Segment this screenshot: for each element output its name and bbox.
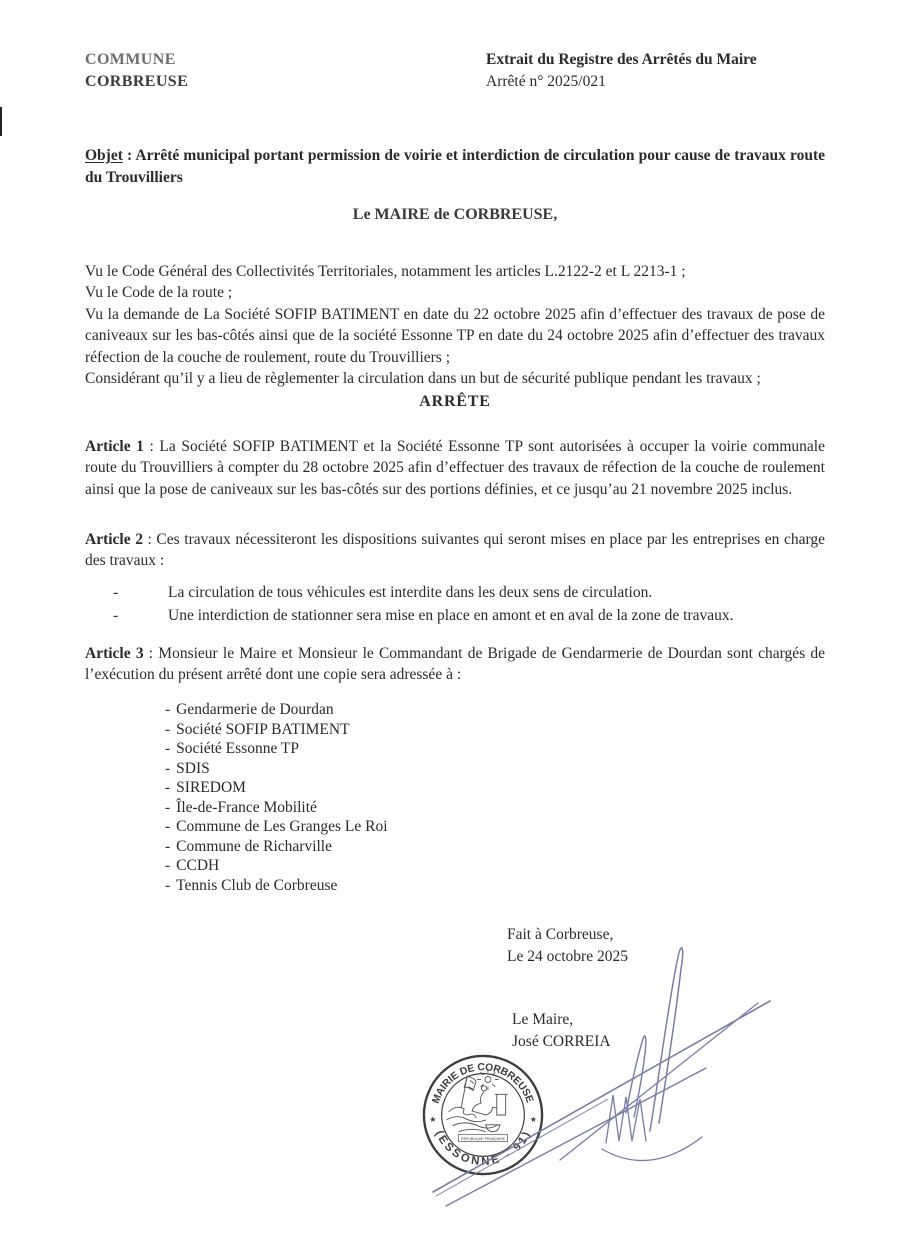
objet-line: [85, 145, 825, 189]
list-item: [165, 837, 388, 857]
list-item: [165, 778, 388, 798]
recipient-name: Île-de-France Mobilité: [176, 798, 317, 816]
stamp-star-right-icon: ★: [529, 1114, 537, 1124]
recipient-name: Société SOFIP BATIMENT: [176, 720, 350, 738]
signer-name: José CORREIA: [512, 1033, 611, 1050]
considerant-line: Vu le Code Général des Collectivités Territoriales, notamment les articles L.2122-2 et L 2213-1 ;: [85, 263, 686, 280]
list-item: [165, 720, 388, 740]
bullet-dash: -: [113, 606, 119, 624]
list-item: [165, 700, 388, 720]
recipient-name: CCDH: [176, 857, 220, 874]
article-3-label: Article 3: [85, 645, 144, 662]
list-dash: -: [165, 857, 171, 874]
recipients-list: [165, 700, 388, 895]
closing-place: Fait à Corbreuse,: [507, 926, 614, 943]
bullet-dash: -: [113, 584, 119, 601]
registre-title: Extrait du Registre des Arrêtés du Maire: [486, 51, 757, 68]
salutation: Le MAIRE de CORBREUSE,: [352, 206, 558, 223]
article-2: [85, 529, 825, 572]
list-item: [165, 817, 388, 837]
article-1-text: : La Société SOFIP BATIMENT et la Société Essonne TP sont autorisées à occuper la voirie communale route du Trouvilliers à compter du 28 octobre 2025 afin d’effectuer des travaux de réfection de la couche de roulement ainsi que la pose de caniveaux sur les bas-côtés sur des portions définies, et ce jusqu’au 21 novembre 2025 inclus.: [85, 438, 825, 498]
commune-name: CORBREUSE: [85, 73, 189, 90]
stamp-banner-text: RÉPUBLIQUE FRANÇAISE: [461, 1137, 505, 1142]
recipient-name: Société Essonne TP: [176, 740, 300, 757]
considerant-line: Vu la demande de La Société SOFIP BATIMENT en date du 22 octobre 2025 afin d’effectuer des travaux de pose de caniveaux sur les bas-côtés ainsi que de la société Essonne TP en date du 24 octobre 2025 afin d’effectuer des travaux réfection de la couche de roulement, route du Trouvilliers ;: [85, 305, 825, 366]
article-2-text: : Ces travaux nécessiteront les dispositions suivantes qui seront mises en place par les entreprises en charge des travaux :: [85, 531, 825, 570]
considerant-line: Vu le Code de la route ;: [85, 284, 233, 302]
list-dash: -: [165, 701, 171, 718]
arrete-heading: ARRÊTE: [419, 393, 491, 410]
registre-header: [486, 49, 757, 93]
article-1: [85, 436, 825, 500]
recipient-name: Tennis Club de Corbreuse: [176, 876, 338, 894]
recipient-name: Commune de Richarville: [176, 837, 332, 855]
considerants-block: [85, 261, 825, 389]
list-dash: -: [165, 720, 171, 738]
bullet-text: La circulation de tous véhicules est interdite dans les deux sens de circulation.: [168, 584, 653, 601]
recipient-name: SIREDOM: [176, 779, 246, 796]
signature-ink-icon: [408, 933, 792, 1215]
list-item: [165, 759, 388, 779]
stamp-star-left-icon: ★: [429, 1114, 437, 1124]
arrete-number: Arrêté n° 2025/021: [486, 73, 606, 90]
list-dash: -: [165, 779, 171, 796]
scan-artifact-line: [0, 107, 2, 136]
objet-label: Objet: [85, 147, 123, 164]
list-dash: -: [165, 837, 171, 855]
closing-date: Le 24 octobre 2025: [507, 948, 628, 965]
list-dash: -: [165, 759, 171, 777]
article-2-label: Article 2: [85, 531, 143, 548]
commune-label: COMMUNE: [85, 51, 176, 68]
mayor-signature: [408, 933, 792, 1215]
list-dash: -: [165, 740, 171, 757]
stamp-bottom-text: (ESSONNE - 91): [432, 1128, 534, 1169]
list-item: [165, 739, 388, 759]
recipient-name: Gendarmerie de Dourdan: [176, 701, 334, 718]
list-dash: -: [165, 798, 171, 816]
objet-text: : Arrêté municipal portant permission de voirie et interdiction de circulation pour cause de travaux route du Trouvilliers: [85, 147, 825, 186]
commune-header: [85, 49, 188, 93]
bullet-text: Une interdiction de stationner sera mise en place en amont et en aval de la zone de travaux.: [168, 606, 734, 624]
bullet-item: [113, 582, 734, 605]
list-item: [165, 798, 388, 818]
recipient-name: Commune de Les Granges Le Roi: [176, 818, 388, 835]
considerant-line: Considérant qu’il y a lieu de règlementer la circulation dans un but de sécurité publique pendant les travaux ;: [85, 370, 761, 388]
list-dash: -: [165, 818, 171, 835]
bullet-item: [113, 605, 734, 628]
list-dash: -: [165, 876, 171, 894]
signer-title: Le Maire,: [512, 1011, 574, 1028]
article-1-label: Article 1: [85, 438, 144, 455]
list-item: [165, 856, 388, 876]
article-3: [85, 643, 825, 686]
article-3-text: : Monsieur le Maire et Monsieur le Commandant de Brigade de Gendarmerie de Dourdan sont chargés de l’exécution du présent arrêté dont une copie sera adressée à :: [85, 645, 826, 684]
stamp-top-text: MAIRIE DE CORBREUSE: [430, 1062, 536, 1106]
article-2-bullets: [113, 582, 734, 627]
list-item: [165, 876, 388, 896]
recipient-name: SDIS: [176, 759, 210, 777]
